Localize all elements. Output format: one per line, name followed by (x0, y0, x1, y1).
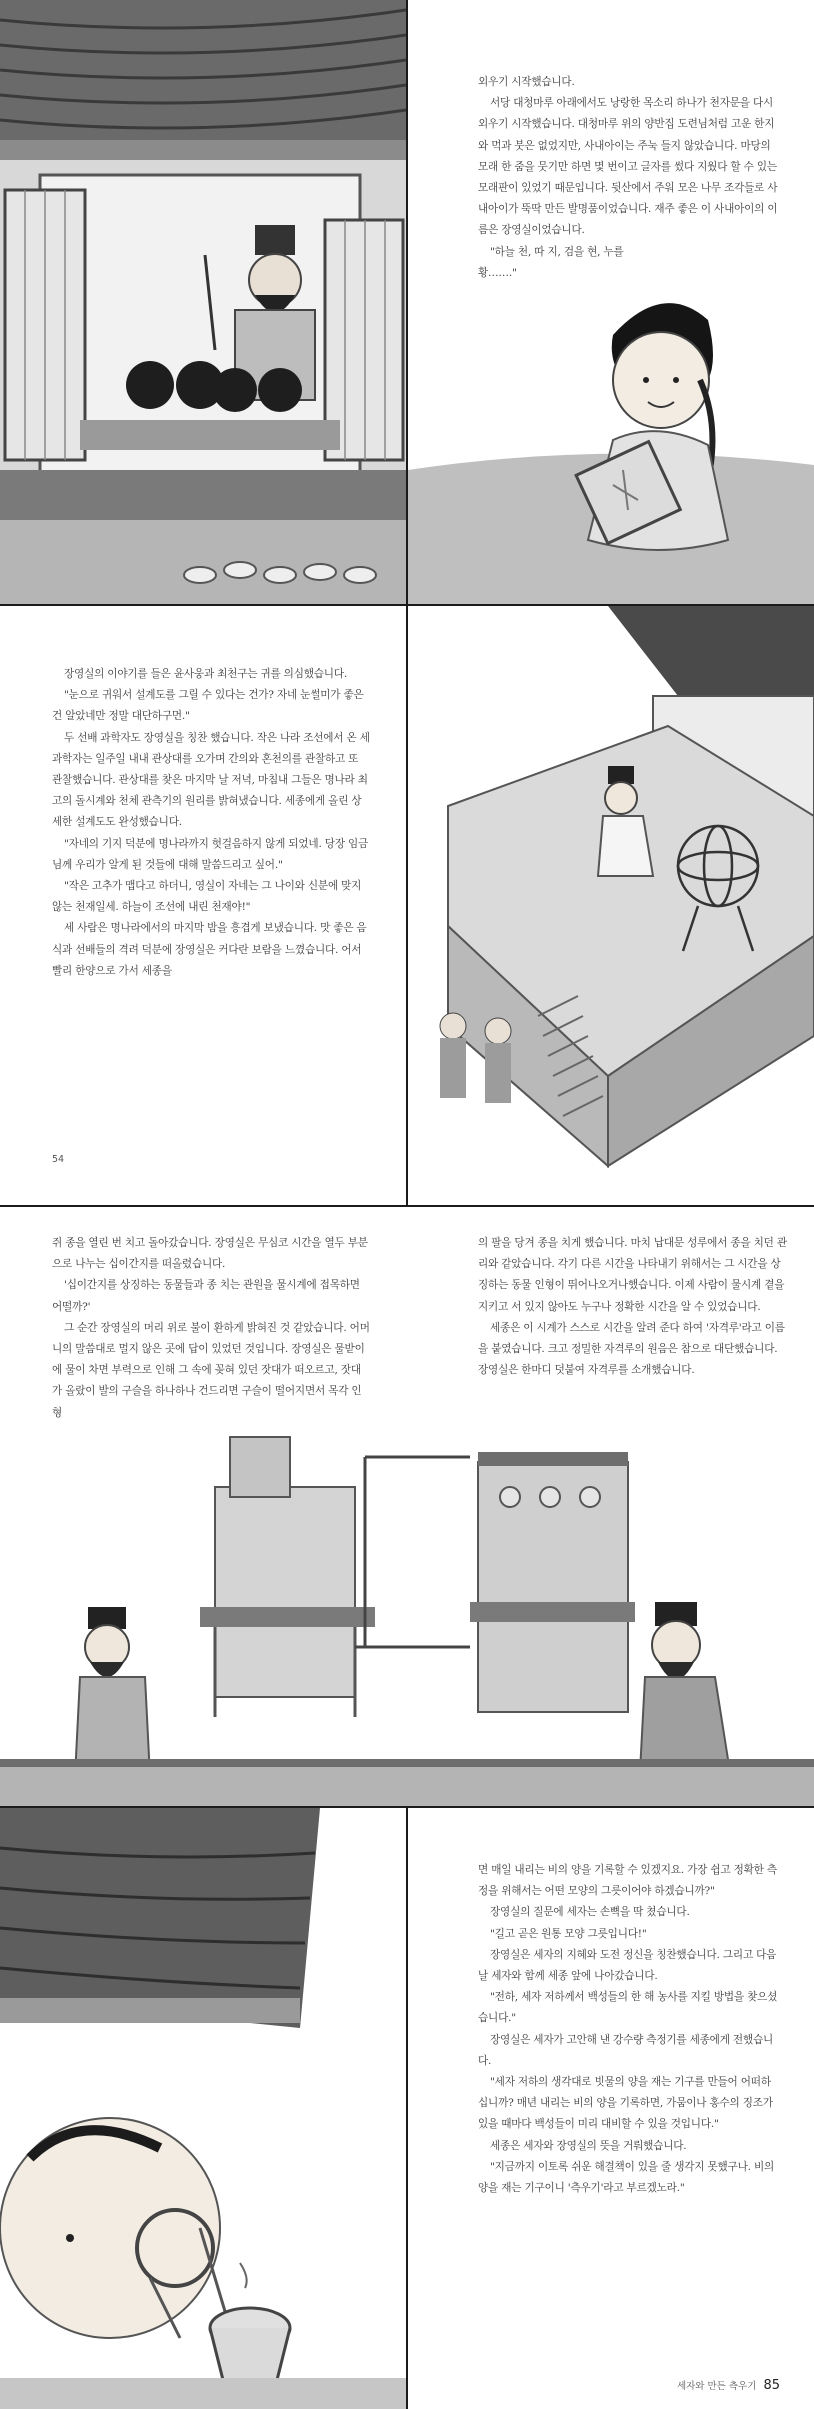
page-1-right (408, 0, 814, 604)
page-3-right-text (478, 1233, 788, 1381)
paragraph: 쥐 종을 열린 번 치고 돌아갔습니다. 장영실은 무심코 시간을 열두 부분으로 나누는 십이간지를 떠올렸습니다. (52, 1237, 368, 1271)
paragraph: "하늘 천, 따 지, 검을 현, 누를 황……." (478, 245, 624, 279)
page-4-right-text (478, 1860, 778, 2199)
page-number-value: 54 (52, 1154, 65, 1165)
page-2-right (408, 606, 814, 1205)
page-4-left (0, 1808, 406, 2409)
observatory-illustration (408, 606, 814, 1205)
paragraph: 의 팔을 당겨 종을 치게 했습니다. 마치 납대문 성루에서 종을 치던 관리와 같았습니다. 각기 다른 시간을 나타내기 위해서는 그 시간을 상징하는 동물 인형이 뛰어나오거나했습니다. 이제 사람이 물시계 곁을 지키고 서 있지 않아도 누구나 정확한 시간을 알 수 있었습니다. (478, 1237, 787, 1313)
page-number (52, 1154, 64, 1165)
page-4-right (408, 1808, 814, 2409)
paragraph: '십이간지를 상징하는 동물들과 종 치는 관원을 물시계에 접목하면 어떨까?' (52, 1279, 360, 1313)
paragraph: "전하, 세자 저하께서 백성들의 한 해 농사를 지킬 방법을 찾으셨습니다." (478, 1991, 778, 2025)
paragraph: 장영실의 질문에 세자는 손뼉을 딱 쳤습니다. (490, 1906, 690, 1919)
page-3-spread (0, 1207, 814, 1806)
paragraph: 외우기 시작했습니다. (478, 76, 575, 88)
paragraph: 서당 대청마루 아래에서도 낭랑한 목소리 하나가 천자문을 다시 외우기 시작했습니다. 대청마루 위의 양반집 도련님처럼 고운 한지와 먹과 붓은 없었지만, 사내아이는 주눅 들지 않았습니다. 마당의 모래 한 줌을 뭇기만 하면 몇 번이고 글자를 썼다 지웠다 할 수 있는 모래판이 있었기 때문입니다. 뒷산에서 주워 모은 나무 조각들로 사내아이가 뚝딱 만든 발명품이었습니다. 재주 좋은 이 사내아이의 이름은 장영실이었습니다. (478, 97, 778, 237)
paragraph: 장영실의 이야기를 들은 윤사웅과 최천구는 귀를 의심했습니다. (64, 668, 348, 680)
paragraph: 그 순간 장영실의 머리 위로 불이 환하게 밝혀진 것 같았습니다. 어머니의 말씀대로 멀지 않은 곳에 답이 있었던 것입니다. 장영실은 물받이에 물이 차면 부력으로 인해 그 속에 꽂혀 있던 잣대가 떠오르고, 잣대가 올랐이 발의 구슬을 하나하나 건드리면 구슬이 떨어지면서 목각 인형 (52, 1321, 370, 1419)
paragraph: "길고 곧은 원통 모양 그릇입니다!" (490, 1927, 647, 1940)
paragraph: 면 매일 내리는 비의 양을 기록할 수 있겠지요. 가장 쉽고 정확한 측정을 위해서는 어떤 모양의 그릇이어야 하겠습니까?" (478, 1864, 777, 1898)
paragraph: "자네의 기지 덕분에 명나라까지 헛걸음하지 않게 되었네. 당장 임금님께 우리가 알게 된 것들에 대해 말씀드리고 싶어." (52, 837, 369, 871)
paragraph: "지금까지 이토록 쉬운 해결책이 있을 줄 생각지 못했구나. 비의 양을 재는 기구이니 '측우기'라고 부르겠노라." (478, 2160, 775, 2195)
page-2-left (0, 606, 406, 1205)
page-1-left (0, 0, 406, 604)
paragraph: 세종은 이 시계가 스스로 시간을 알려 준다 하여 '자격루'라고 이름을 붙였습니다. 크고 정밀한 자격루의 원음은 참으로 대단했습니다. 장영실은 한마디 덧붙여 자격루를 소개했습니다. (478, 1321, 785, 1377)
paragraph: "세자 저하의 생각대로 빗물의 양을 재는 기구를 만들어 어떠하십니까? 매년 내리는 비의 양을 기록하면, 가뭄이나 홍수의 징조가 있을 때마다 백성들이 미리 대비할 수 있을 것입니다." (478, 2076, 773, 2131)
paragraph: "눈으로 귀워서 설계도를 그릴 수 있다는 건가? 자네 눈썰미가 좋은 건 알았네만 정말 대단하구먼." (52, 689, 364, 723)
page-2-left-text (52, 664, 370, 982)
page-footer (677, 2378, 780, 2393)
paragraph: 두 선배 과학자도 장영실을 칭찬 했습니다. 작은 나라 조선에서 온 세 과학자는 일주일 내내 관상대를 오가며 간의와 혼천의를 관찰하고 또 관찰했습니다. 관상대를 찾은 마지막 날 저녁, 마침내 그들은 명나라 최고의 돌시계와 천체 관측기의 원리를 밝혀냈습니다. 세종에게 올린 상세한 설계도도 완성했습니다. (52, 731, 370, 829)
page-1-right-text (478, 72, 778, 284)
teacher-and-students-illustration (0, 0, 406, 604)
paragraph: "작은 고추가 맵다고 하더니, 영실이 자네는 그 나이와 신분에 맞지 않는 천재일세. 하늘이 조선에 내린 천재야!" (52, 880, 362, 914)
footer-title: 세자와 만든 측우기 (676, 2381, 757, 2392)
page-number-value: 85 (763, 2378, 780, 2393)
paragraph: 세종은 세자와 장영실의 뜻을 거뤄했습니다. (490, 2139, 687, 2152)
paragraph: 장영실은 세자의 지혜와 도전 정신을 칭찬했습니다. 그리고 다음 날 세자와 함께 세종 앞에 나아갔습니다. (478, 1948, 777, 1983)
paragraph: 세 사람은 명나라에서의 마지막 밤을 흥겹게 보냈습니다. 맛 좋은 음식과 선배들의 격려 덕분에 장영실은 커다란 보람을 느꼈습니다. 어서 빨리 한양으로 가서 세종을 (52, 922, 367, 977)
paragraph: 장영실은 세자가 고안해 낸 강수량 측정기를 세종에게 전했습니다. (478, 2033, 774, 2067)
page-3-left-text (52, 1233, 370, 1424)
boy-with-rain-bowl-illustration (0, 1808, 406, 2409)
